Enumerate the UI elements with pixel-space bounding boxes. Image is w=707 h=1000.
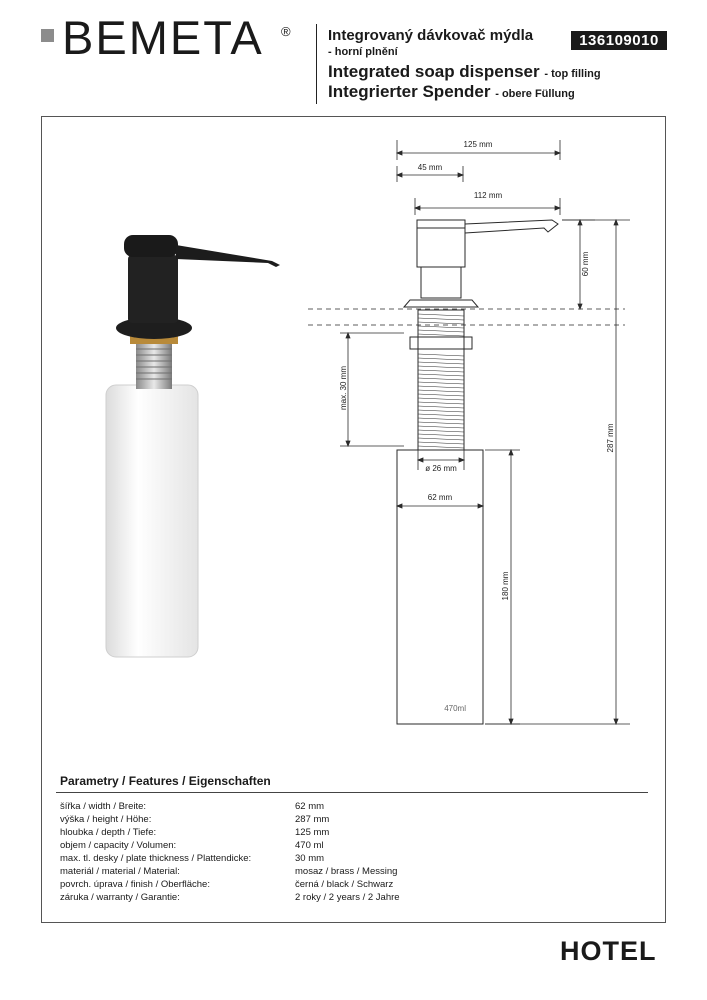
thread-hatch-line xyxy=(418,394,464,396)
pump-head-outline xyxy=(417,220,558,298)
thread-hatch-line xyxy=(418,334,464,336)
thread-hatch-line xyxy=(418,390,464,392)
thread-hatch-line xyxy=(418,370,464,372)
thread-hatch-line xyxy=(418,418,464,420)
header-divider xyxy=(316,24,317,104)
thread-shape xyxy=(136,343,172,389)
param-label: max. tl. desky / plate thickness / Plattendicke: xyxy=(60,853,252,864)
thread-hatch-line xyxy=(418,374,464,376)
thread-hatch xyxy=(418,314,464,448)
params-title: Parametry / Features / Eigenschaften xyxy=(60,774,271,788)
param-row xyxy=(60,813,620,826)
thread-hatch-line xyxy=(418,318,464,320)
param-label: materiál / material / Material: xyxy=(60,866,180,877)
dim-125-label: 125 mm xyxy=(463,140,493,149)
pump-cap xyxy=(124,235,178,257)
thread-hatch-line xyxy=(418,442,464,444)
logo-square xyxy=(41,29,54,42)
subtitle-cz: - horní plnění xyxy=(328,46,398,58)
param-label: objem / capacity / Volumen: xyxy=(60,840,177,851)
dim-26-label: ø 26 mm xyxy=(425,464,457,473)
param-value: 2 roky / 2 years / 2 Jahre xyxy=(295,892,400,903)
thread-hatch-line xyxy=(418,438,464,440)
title-de-main: Integrierter Spender xyxy=(328,82,491,101)
dim-45-label: 45 mm xyxy=(417,163,443,172)
param-label: povrch. úprava / finish / Oberfläche: xyxy=(60,879,210,890)
thread-hatch-line xyxy=(418,382,464,384)
thread-hatch-line xyxy=(418,378,464,380)
param-row xyxy=(60,800,620,813)
subtitle-de: - obere Füllung xyxy=(495,88,575,100)
dim-287 xyxy=(485,220,630,724)
bottle-shape xyxy=(106,385,198,657)
param-row xyxy=(60,852,620,865)
thread-hatch-line xyxy=(418,406,464,408)
dim-112 xyxy=(415,198,560,215)
dim-max30 xyxy=(340,333,404,446)
volume-label: 470ml xyxy=(444,704,466,713)
nut-outline xyxy=(410,337,472,349)
thread-hatch-line xyxy=(418,326,464,328)
product-photo xyxy=(100,225,290,665)
thread-hatch-line xyxy=(418,362,464,364)
thread-hatch-line xyxy=(418,422,464,424)
param-value: černá / black / Schwarz xyxy=(295,879,394,890)
param-label: záruka / warranty / Garantie: xyxy=(60,892,180,903)
thread-hatch-line xyxy=(418,402,464,404)
param-label: výška / height / Höhe: xyxy=(60,814,152,825)
subtitle-en: - top filling xyxy=(544,68,601,80)
pump-body xyxy=(128,255,178,323)
thread-hatch-line xyxy=(418,414,464,416)
param-value: mosaz / brass / Messing xyxy=(295,866,398,877)
dim-62-label: 62 mm xyxy=(427,493,453,502)
param-row xyxy=(60,865,620,878)
thread-hatch-line xyxy=(418,426,464,428)
params-rule xyxy=(56,792,648,793)
param-value: 125 mm xyxy=(295,827,330,838)
param-value: 30 mm xyxy=(295,853,325,864)
param-row xyxy=(60,826,620,839)
param-label: hloubka / depth / Tiefe: xyxy=(60,827,157,838)
thread-hatch-line xyxy=(418,430,464,432)
technical-drawing xyxy=(300,130,645,735)
product-code: 136109010 xyxy=(571,31,667,50)
thread-hatch-line xyxy=(418,354,464,356)
title-de xyxy=(328,83,575,100)
thread-hatch-line xyxy=(418,386,464,388)
param-label: šířka / width / Breite: xyxy=(60,801,147,812)
title-en xyxy=(328,63,601,80)
brand-logo: BEMETA xyxy=(62,11,264,64)
bottle-outline xyxy=(397,450,483,724)
dim-60 xyxy=(562,220,595,309)
title-en-main: Integrated soap dispenser xyxy=(328,62,540,81)
thread-hatch-line xyxy=(418,314,464,316)
title-cz: Integrovaný dávkovač mýdla xyxy=(328,27,534,44)
thread-hatch-line xyxy=(418,366,464,368)
dim-max30-label: max. 30 mm xyxy=(339,365,348,411)
flange-outline xyxy=(404,300,478,307)
collection-name: HOTEL xyxy=(560,936,657,966)
param-row xyxy=(60,878,620,891)
spout-shape xyxy=(176,245,280,267)
dim-287-label: 287 mm xyxy=(606,423,615,453)
thread-hatch-line xyxy=(418,434,464,436)
param-value: 287 mm xyxy=(295,814,330,825)
param-row xyxy=(60,891,620,904)
dim-180-label: 180 mm xyxy=(501,571,510,601)
registered-mark: ® xyxy=(281,24,291,39)
param-row xyxy=(60,839,620,852)
thread-hatch-line xyxy=(418,410,464,412)
thread-hatch-line xyxy=(418,398,464,400)
param-value: 62 mm xyxy=(295,801,325,812)
thread-hatch-line xyxy=(418,446,464,448)
thread-hatch-line xyxy=(418,330,464,332)
param-value: 470 ml xyxy=(295,840,324,851)
thread-hatch-line xyxy=(418,358,464,360)
thread-hatch-line xyxy=(418,322,464,324)
dim-60-label: 60 mm xyxy=(581,251,590,277)
dim-112-label: 112 mm xyxy=(473,191,503,200)
dim-62 xyxy=(397,504,483,508)
